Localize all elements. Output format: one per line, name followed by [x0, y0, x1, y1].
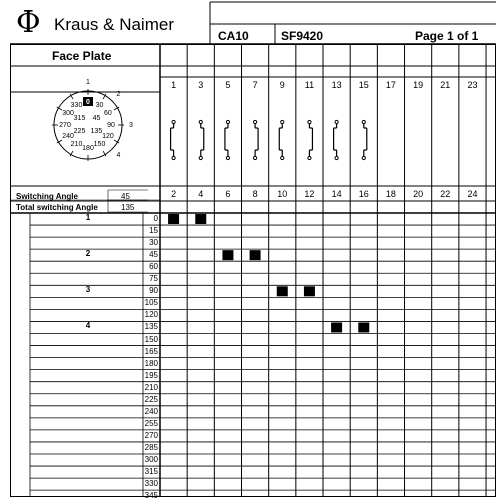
terminal-top-13: 13 [331, 79, 342, 90]
position-angle-315: 315 [144, 467, 158, 477]
outer-frame [11, 45, 496, 497]
brand-name: Kraus & Naimer [54, 15, 174, 34]
terminal-bottom-14: 14 [331, 188, 342, 199]
position-angle-90: 90 [149, 286, 158, 296]
contact-closed-mark [168, 214, 179, 224]
terminal-bottom-2: 2 [171, 188, 177, 199]
dial-position-4: 4 [116, 151, 121, 159]
terminal-top-11: 11 [304, 79, 315, 90]
terminal-bottom-16: 16 [358, 188, 369, 199]
position-angle-270: 270 [144, 430, 158, 440]
terminal-bottom-4: 4 [198, 188, 204, 199]
scheme-code: SF9420 [281, 29, 324, 43]
terminal-top-15: 15 [358, 79, 369, 90]
page-indicator: Page 1 of 1 [415, 29, 479, 43]
dial-angle-150: 150 [93, 141, 106, 149]
position-angle-195: 195 [144, 370, 158, 380]
position-number-3: 3 [85, 285, 91, 295]
position-angle-120: 120 [144, 310, 158, 320]
dial-position-2: 2 [116, 91, 121, 99]
position-angle-45: 45 [149, 250, 158, 260]
position-angle-285: 285 [144, 442, 158, 452]
contact-closed-mark [304, 286, 315, 296]
terminal-top-7: 7 [252, 79, 258, 90]
contact-closed-mark [222, 250, 233, 260]
terminal-top-1: 1 [171, 79, 177, 90]
position-angle-345: 345 [144, 491, 158, 500]
position-angle-60: 60 [149, 262, 158, 272]
terminal-bottom-22: 22 [440, 188, 451, 199]
dial-position-3: 3 [129, 121, 133, 129]
terminal-top-3: 3 [198, 79, 204, 90]
dial-angle-240: 240 [62, 133, 74, 140]
dial-angle-30: 30 [95, 101, 104, 109]
contact-closed-mark [331, 322, 342, 332]
position-angle-105: 105 [144, 298, 158, 308]
position-angle-210: 210 [144, 382, 158, 392]
terminal-top-9: 9 [279, 79, 285, 90]
terminal-bottom-10: 10 [277, 188, 288, 199]
contact-closed-mark [358, 322, 369, 332]
position-angle-225: 225 [144, 394, 158, 404]
contact-symbol-icon [308, 120, 313, 159]
switching-angle-value: 45 [121, 192, 130, 201]
position-angle-165: 165 [144, 346, 158, 356]
face-plate-title: Face Plate [52, 49, 112, 63]
position-number-2: 2 [85, 249, 91, 259]
terminal-bottom-12: 12 [304, 188, 315, 199]
terminal-top-23: 23 [467, 79, 478, 90]
contact-symbol-icon [199, 120, 204, 159]
dial-angle-60: 60 [104, 110, 112, 117]
position-angle-330: 330 [144, 479, 158, 489]
terminal-bottom-20: 20 [413, 188, 424, 199]
terminal-bottom-8: 8 [252, 188, 258, 199]
dial-angle-330: 330 [70, 101, 83, 109]
terminal-bottom-24: 24 [467, 188, 478, 199]
switching-angle-label: Switching Angle [16, 192, 78, 201]
position-angle-135: 135 [144, 322, 158, 332]
dial-angle-270: 270 [59, 121, 71, 129]
type-code: CA10 [218, 29, 249, 43]
brand-logo-icon: Φ [16, 5, 41, 40]
dial-inner-315: 315 [73, 115, 86, 123]
position-number-1: 1 [85, 213, 91, 223]
contact-symbol-icon [171, 120, 176, 159]
dial-angle-180: 180 [82, 144, 94, 152]
contact-closed-mark [250, 250, 261, 260]
dial-angle-120: 120 [102, 133, 114, 140]
dial-angle-90: 90 [107, 121, 115, 129]
dial-angle-300: 300 [62, 110, 74, 117]
position-angle-15: 15 [149, 226, 158, 236]
position-angle-0: 0 [153, 214, 158, 224]
position-number-4: 4 [85, 321, 91, 331]
position-angle-300: 300 [144, 455, 158, 465]
position-angle-75: 75 [149, 274, 158, 284]
contact-symbol-icon [225, 120, 230, 159]
terminal-top-17: 17 [385, 79, 396, 90]
contact-symbol-icon [362, 120, 367, 159]
dial-inner-135: 135 [90, 127, 103, 135]
total-switching-angle-label: Total switching Angle [16, 203, 98, 212]
position-angle-255: 255 [144, 418, 158, 428]
position-angle-150: 150 [144, 334, 158, 344]
dial-angle-0: 0 [86, 98, 90, 106]
terminal-top-5: 5 [225, 79, 231, 90]
dial-position-1: 1 [86, 78, 90, 86]
contact-symbol-icon [334, 120, 339, 159]
position-angle-240: 240 [144, 406, 158, 416]
terminal-top-19: 19 [413, 79, 424, 90]
dial-inner-225: 225 [73, 127, 86, 135]
contact-symbol-icon [279, 120, 284, 159]
dial-angle-210: 210 [70, 141, 83, 149]
contact-closed-mark [195, 214, 206, 224]
terminal-bottom-18: 18 [385, 188, 396, 199]
contact-closed-mark [277, 286, 288, 296]
total-switching-angle-value: 135 [121, 203, 135, 212]
position-angle-180: 180 [144, 358, 158, 368]
contact-symbol-icon [253, 120, 258, 159]
dial-inner-45: 45 [92, 115, 101, 123]
terminal-bottom-6: 6 [225, 188, 231, 199]
terminal-top-21: 21 [440, 79, 451, 90]
position-angle-30: 30 [149, 238, 158, 248]
